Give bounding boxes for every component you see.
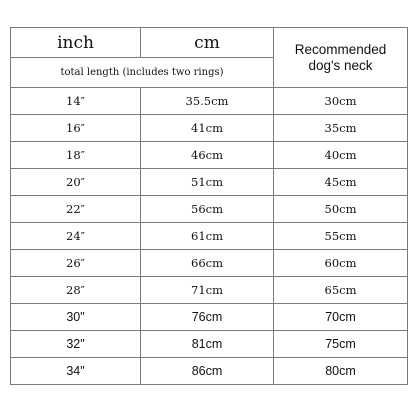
cell-neck: 70cm	[274, 304, 408, 331]
cell-cm: 61cm	[141, 223, 274, 250]
table-row	[11, 223, 408, 250]
cell-cm: 81cm	[141, 331, 274, 358]
cell-inch: 16″	[11, 115, 141, 142]
table-row	[11, 196, 408, 223]
cell-cm: 51cm	[141, 169, 274, 196]
header-total-length: total length (includes two rings)	[11, 58, 274, 88]
header-neck-line-1: Recommended	[294, 41, 387, 57]
cell-cm: 35.5cm	[141, 88, 274, 115]
table-row	[11, 142, 408, 169]
cell-inch: 28″	[11, 277, 141, 304]
table-row	[11, 250, 408, 277]
header-recommended-neck	[274, 28, 408, 88]
header-neck-line-2: dog's neck	[308, 57, 373, 73]
cell-neck: 60cm	[274, 250, 408, 277]
cell-inch: 30"	[11, 304, 141, 331]
cell-inch: 18″	[11, 142, 141, 169]
cell-neck: 40cm	[274, 142, 408, 169]
cell-cm: 41cm	[141, 115, 274, 142]
cell-inch: 32"	[11, 331, 141, 358]
header-inch: inch	[11, 28, 141, 58]
cell-cm: 71cm	[141, 277, 274, 304]
table-row	[11, 358, 408, 385]
cell-neck: 45cm	[274, 169, 408, 196]
table-row	[11, 88, 408, 115]
table-row	[11, 115, 408, 142]
cell-cm: 46cm	[141, 142, 274, 169]
cell-inch: 20″	[11, 169, 141, 196]
cell-neck: 50cm	[274, 196, 408, 223]
cell-neck: 80cm	[274, 358, 408, 385]
cell-cm: 86cm	[141, 358, 274, 385]
cell-neck: 65cm	[274, 277, 408, 304]
cell-inch: 34"	[11, 358, 141, 385]
table-row	[11, 277, 408, 304]
cell-neck: 75cm	[274, 331, 408, 358]
cell-cm: 66cm	[141, 250, 274, 277]
cell-inch: 14″	[11, 88, 141, 115]
cell-neck: 55cm	[274, 223, 408, 250]
table-row	[11, 304, 408, 331]
cell-inch: 26″	[11, 250, 141, 277]
cell-neck: 35cm	[274, 115, 408, 142]
table-row	[11, 331, 408, 358]
cell-inch: 24″	[11, 223, 141, 250]
table-row	[11, 169, 408, 196]
cell-cm: 56cm	[141, 196, 274, 223]
header-row	[11, 28, 408, 58]
header-cm: cm	[141, 28, 274, 58]
size-chart-body	[11, 28, 408, 385]
cell-cm: 76cm	[141, 304, 274, 331]
size-chart-table	[10, 27, 408, 385]
cell-inch: 22″	[11, 196, 141, 223]
cell-neck: 30cm	[274, 88, 408, 115]
